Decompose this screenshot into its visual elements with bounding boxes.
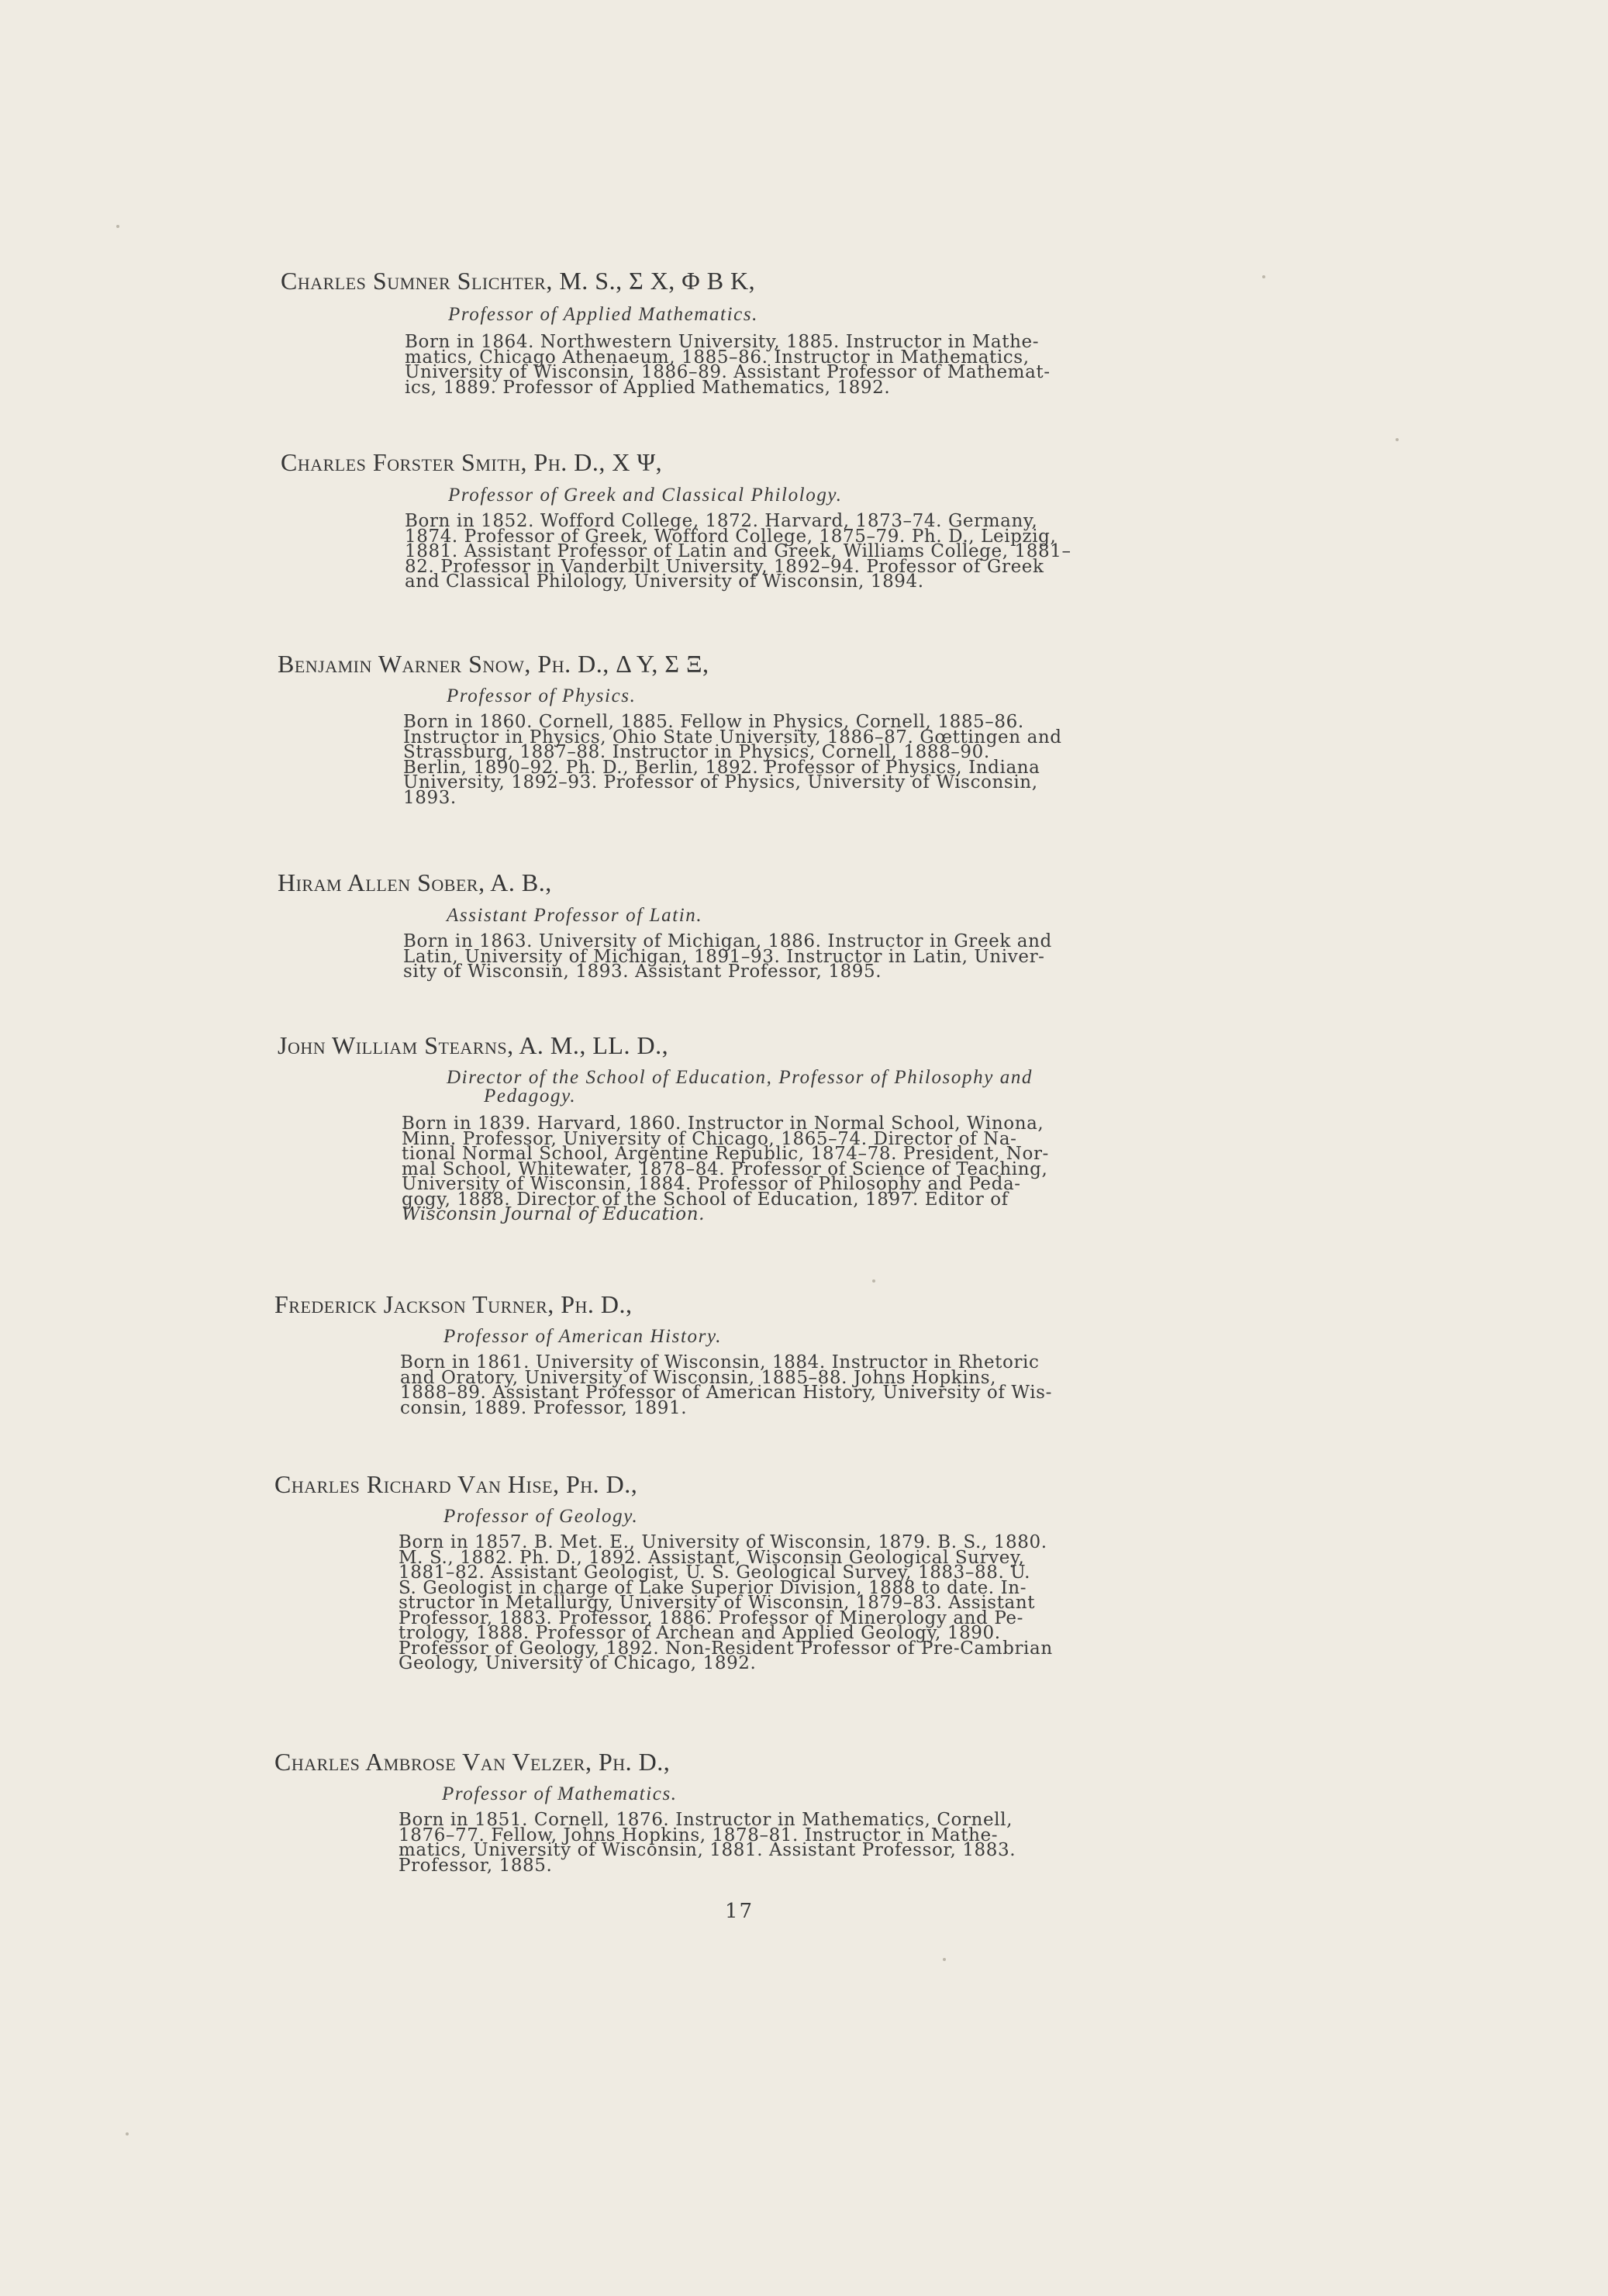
bio-line: Professor of Geology, 1892. Non-Resident Professor of Pre-Cambrian bbox=[399, 1638, 1053, 1659]
faculty-bio bbox=[399, 1532, 1053, 1673]
faculty-title-continued: Pedagogy. bbox=[484, 1086, 577, 1107]
bio-line: matics, Chicago Athenaeum, 1885–86. Instructor in Mathematics, bbox=[405, 347, 1030, 368]
faculty-name: Charles Sumner Slichter, M. S., Σ X, Φ B K, bbox=[281, 267, 756, 295]
faculty-name: Charles Richard Van Hise, Ph. D., bbox=[274, 1470, 638, 1498]
bio-line: sity of Wisconsin, 1893. Assistant Professor, 1895. bbox=[403, 962, 882, 982]
bio-line: M. S., 1882. Ph. D., 1892. Assistant, Wisconsin Geological Survey, bbox=[399, 1547, 1025, 1568]
paper-speck bbox=[1396, 438, 1399, 441]
faculty-title: Professor of Physics. bbox=[447, 685, 637, 706]
paper-speck bbox=[943, 1958, 946, 1961]
faculty-bio bbox=[399, 1810, 1016, 1876]
bio-line: 1881. Assistant Professor of Latin and Greek, Williams College, 1881– bbox=[405, 541, 1071, 561]
bio-line: Geology, University of Chicago, 1892. bbox=[399, 1653, 757, 1673]
bio-line: tional Normal School, Argentine Republic, 1874–78. President, Nor- bbox=[402, 1144, 1049, 1164]
faculty-bio bbox=[400, 1352, 1052, 1418]
bio-line: 1881–82. Assistant Geologist, U. S. Geological Survey, 1883–88. U. bbox=[399, 1562, 1031, 1583]
faculty-name: Frederick Jackson Turner, Ph. D., bbox=[274, 1290, 633, 1318]
bio-line: Born in 1864. Northwestern University, 1885. Instructor in Mathe- bbox=[405, 332, 1040, 352]
bio-line: 1874. Professor of Greek, Wofford College, 1875–79. Ph. D., Leipzig, bbox=[405, 526, 1057, 547]
bio-line: and Oratory, University of Wisconsin, 1885–88. Johns Hopkins, bbox=[400, 1367, 997, 1388]
faculty-title: Professor of Geology. bbox=[443, 1506, 639, 1527]
bio-line: structor in Metallurgy, University of Wisconsin, 1879–83. Assistant bbox=[399, 1593, 1036, 1613]
faculty-name: Charles Forster Smith, Ph. D., X Ψ, bbox=[281, 448, 663, 476]
paper-speck bbox=[126, 2132, 129, 2135]
faculty-name: Charles Ambrose Van Velzer, Ph. D., bbox=[274, 1748, 671, 1776]
page-number: 17 bbox=[725, 1900, 754, 1923]
paper-speck bbox=[872, 1279, 875, 1283]
bio-line: matics, University of Wisconsin, 1881. Assistant Professor, 1883. bbox=[399, 1840, 1016, 1860]
bio-line: University of Wisconsin, 1886–89. Assistant Professor of Mathemat- bbox=[405, 362, 1051, 382]
bio-line: Born in 1860. Cornell, 1885. Fellow in Physics, Cornell, 1885–86. bbox=[403, 712, 1024, 732]
bio-line: mal School, Whitewater, 1878–84. Professor of Science of Teaching, bbox=[402, 1158, 1048, 1179]
faculty-bio bbox=[402, 1113, 1049, 1224]
faculty-bio bbox=[403, 712, 1062, 808]
bio-line: and Classical Philology, University of Wisconsin, 1894. bbox=[405, 571, 924, 592]
faculty-title: Professor of Greek and Classical Philology. bbox=[448, 485, 843, 506]
bio-line: ics, 1889. Professor of Applied Mathematics, 1892. bbox=[405, 377, 891, 398]
bio-line: Born in 1857. B. Met. E., University of Wisconsin, 1879. B. S., 1880. bbox=[399, 1532, 1047, 1552]
bio-line: Born in 1861. University of Wisconsin, 1884. Instructor in Rhetoric bbox=[400, 1352, 1040, 1372]
bio-line: Born in 1851. Cornell, 1876. Instructor in Mathematics, Cornell, bbox=[399, 1810, 1013, 1830]
bio-line: S. Geologist in charge of Lake Superior Division, 1888 to date. In- bbox=[399, 1577, 1027, 1598]
bio-line: Latin, University of Michigan, 1891–93. Instructor in Latin, Univer- bbox=[403, 946, 1045, 967]
faculty-title: Assistant Professor of Latin. bbox=[447, 905, 703, 926]
faculty-bio bbox=[403, 931, 1052, 982]
bio-line: 82. Professor in Vanderbilt University, 1892–94. Professor of Greek bbox=[405, 556, 1044, 577]
faculty-bio bbox=[405, 511, 1071, 592]
bio-line: Professor, 1883. Professor, 1886. Professor of Minerology and Pe- bbox=[399, 1607, 1023, 1628]
bio-line: 1888–89. Assistant Professor of American History, University of Wis- bbox=[400, 1383, 1052, 1403]
faculty-title: Professor of Applied Mathematics. bbox=[448, 304, 758, 325]
faculty-name: Hiram Allen Sober, A. B., bbox=[278, 868, 552, 896]
bio-line: Strassburg, 1887–88. Instructor in Physics, Cornell, 1888–90. bbox=[403, 742, 990, 762]
bio-line: Instructor in Physics, Ohio State University, 1886–87. Gœttingen and bbox=[403, 727, 1062, 747]
bio-line: Born in 1852. Wofford College, 1872. Harvard, 1873–74. Germany, bbox=[405, 511, 1038, 531]
paper-speck bbox=[1262, 275, 1265, 278]
bio-line: University of Wisconsin, 1884. Professor of Philosophy and Peda- bbox=[402, 1174, 1021, 1194]
faculty-title: Professor of American History. bbox=[443, 1326, 723, 1347]
bio-line: gogy, 1888. Director of the School of Education, 1897. Editor of bbox=[402, 1189, 1009, 1210]
bio-line: University, 1892–93. Professor of Physics, University of Wisconsin, bbox=[403, 772, 1038, 792]
bio-line: Berlin, 1890–92. Ph. D., Berlin, 1892. Professor of Physics, Indiana bbox=[403, 757, 1040, 778]
bio-line: Minn. Professor, University of Chicago, 1865–74. Director of Na- bbox=[402, 1128, 1017, 1149]
bio-line: Born in 1839. Harvard, 1860. Instructor in Normal School, Winona, bbox=[402, 1113, 1044, 1134]
bio-line: Professor, 1885. bbox=[399, 1855, 553, 1876]
faculty-name: Benjamin Warner Snow, Ph. D., Δ Υ, Σ Ξ, bbox=[278, 650, 709, 678]
paper-speck bbox=[116, 225, 119, 228]
faculty-title: Professor of Mathematics. bbox=[442, 1783, 678, 1804]
faculty-bio bbox=[405, 332, 1051, 398]
bio-line: trology, 1888. Professor of Archean and Applied Geology, 1890. bbox=[399, 1623, 1001, 1643]
bio-line: Born in 1863. University of Michigan, 1886. Instructor in Greek and bbox=[403, 931, 1052, 951]
faculty-title: Director of the School of Education, Professor of Philosophy and bbox=[447, 1067, 1033, 1088]
bio-line: 1876–77. Fellow, Johns Hopkins, 1878–81. Instructor in Mathe- bbox=[399, 1825, 999, 1845]
bio-line-italic: Wisconsin Journal of Education. bbox=[402, 1204, 706, 1224]
bio-line: 1893. bbox=[403, 787, 457, 808]
faculty-name: John William Stearns, A. M., LL. D., bbox=[278, 1031, 669, 1059]
bio-line: consin, 1889. Professor, 1891. bbox=[400, 1397, 688, 1418]
